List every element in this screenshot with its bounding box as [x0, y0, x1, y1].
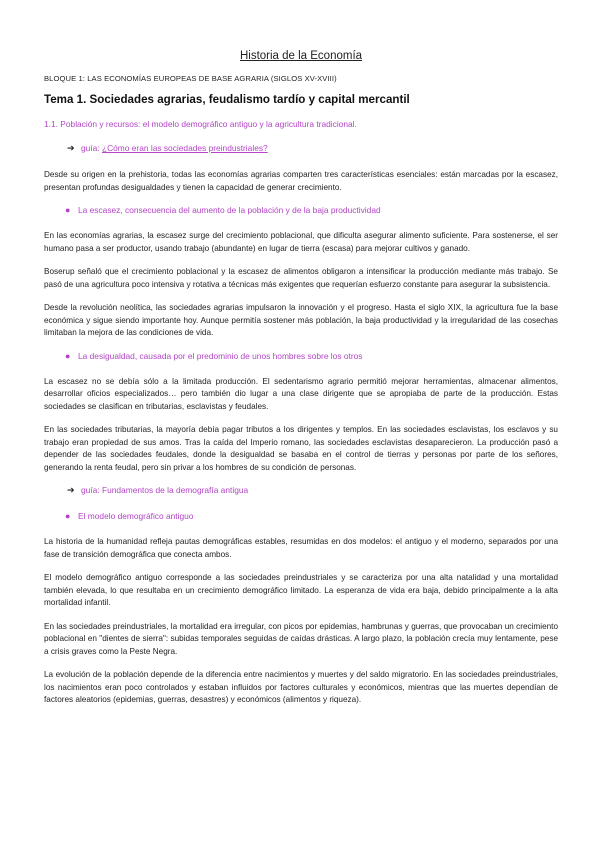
bullet-dot-icon: ● [65, 350, 71, 361]
paragraph: En las sociedades preindustriales, la mortalidad era irregular, con picos por epidemias, hambrunas y guerras, que provocaban un crecimiento poblacional en "dientes de sierra": subidas temporales seguidas de caídas drásticas. A largo plazo, la población crecía muy lentamente, pese a crisis graves como la Peste Negra. [44, 621, 558, 656]
paragraph: La evolución de la población depende de la diferencia entre nacimientos y muertes y del saldo migratorio. En las sociedades preindustriales, los nacimientos eran poco controlados y estaban influidos por factores culturales y económicos, mientras que las muertes dependían de factores aleatorios (epidemias, guerras, desastres) y económicos (alimentos y riqueza). [44, 670, 558, 704]
bullet-text: La escasez, consecuencia del aumento de la población y de la baja productividad [78, 205, 381, 215]
paragraph: Desde su origen en la prehistoria, todas las economías agrarias comparten tres características esenciales: están marcadas por la escasez, presentan profundas desigualdades y tienen la capacidad de generar crecimiento. [44, 170, 558, 192]
bullet-dot-icon: ● [65, 205, 71, 215]
tema-heading: Tema 1. Sociedades agrarias, feudalismo tardío y capital mercantil [44, 93, 410, 106]
paragraph: Desde la revolución neolítica, las sociedades agrarias impulsaron la innovación y el progreso. Hasta el siglo XIX, la agricultura fue la base económica y sigue siendo importante hoy. Aunque permitía sostener más población, la baja productividad y la irregularidad de las cosechas limitaban la mejora de las condiciones de vida. [44, 303, 558, 337]
document-title: Historia de la Economía [239, 50, 363, 62]
bullet-dot-icon: ● [65, 511, 71, 521]
bullet-heading-3 [44, 511, 558, 521]
guide-line-2 [44, 485, 558, 496]
paragraph: La historia de la humanidad refleja pautas demográficas estables, resumidas en dos modelos: el antiguo y el moderno, separados por una fase de transición demográfica que conecta ambos. [44, 537, 558, 559]
guide-line-1 [44, 143, 558, 154]
arrow-right-icon: ➔ [67, 143, 75, 153]
bullet-heading-1 [44, 205, 558, 215]
guide-link[interactable]: ¿Cómo eran las sociedades preindustriales? [101, 143, 268, 153]
paragraph: En las economías agrarias, la escasez surge del crecimiento poblacional, que dificulta asegurar alimento suficiente. Para sostenerse, el ser humano pasa a ser productor, usando trabajo (abundante) en lugar de tierra (escasa) para mejorar cultivos y ganado. [44, 231, 558, 253]
document-page [44, 50, 558, 718]
arrow-right-icon: ➔ [67, 485, 75, 495]
bullet-heading-2 [44, 351, 558, 361]
paragraph: En las sociedades tributarias, la mayoría debía pagar tributos a los dirigentes y templos. En las sociedades esclavistas, los esclavos y su trabajo eran propiedad de sus amos. Tras la caída del Imperio romano, las sociedades esclavistas desaparecieron. La producción pasó a depender de las sociedades feudales, donde la desigualdad se basaba en el control de tierras y personas por parte de los señores, generando la renta feudal, pero sin privar a los hombres de su condición de personas. [44, 425, 558, 472]
paragraph: La escasez no se debía sólo a la limitada producción. El sedentarismo agrario permitió mejorar herramientas, almacenar alimentos, desarrollar oficios especializados… pero también dio lugar a una clase dirigente que se apropiaba de parte de la producción. Estas sociedades se clasifican en tributarias, esclavistas y feudales. [44, 376, 558, 411]
paragraph: Boserup señaló que el crecimiento poblacional y la escasez de alimentos obligaron a intensificar la producción mediante más trabajo. Se pasó de una agricultura poco intensiva y rotativa a técnicas más exigentes que requerían esfuerzo constante para asegurar la subsistencia. [44, 267, 558, 289]
bullet-text: La desigualdad, causada por el predominio de unos hombres sobre los otros [78, 350, 363, 361]
guide-label: guía: [81, 143, 102, 153]
block-heading: BLOQUE 1: LAS ECONOMÍAS EUROPEAS DE BASE AGRARIA (SIGLOS XV-XVIII) [44, 74, 337, 83]
section-heading: 1.1. Población y recursos: el modelo demográfico antiguo y la agricultura tradicional. [44, 119, 357, 129]
guide-text: Fundamentos de la demografía antigua [101, 485, 249, 495]
guide-label: guía: [81, 485, 102, 495]
paragraph: El modelo demográfico antiguo corresponde a las sociedades preindustriales y se caracteriza por una alta natalidad y una mortalidad también elevada, lo que resultaba en un crecimiento demográfico limitado. La esperanza de vida era baja, debido principalmente a la alta mortalidad infantil. [44, 573, 558, 607]
bullet-text: El modelo demográfico antiguo [78, 511, 194, 521]
